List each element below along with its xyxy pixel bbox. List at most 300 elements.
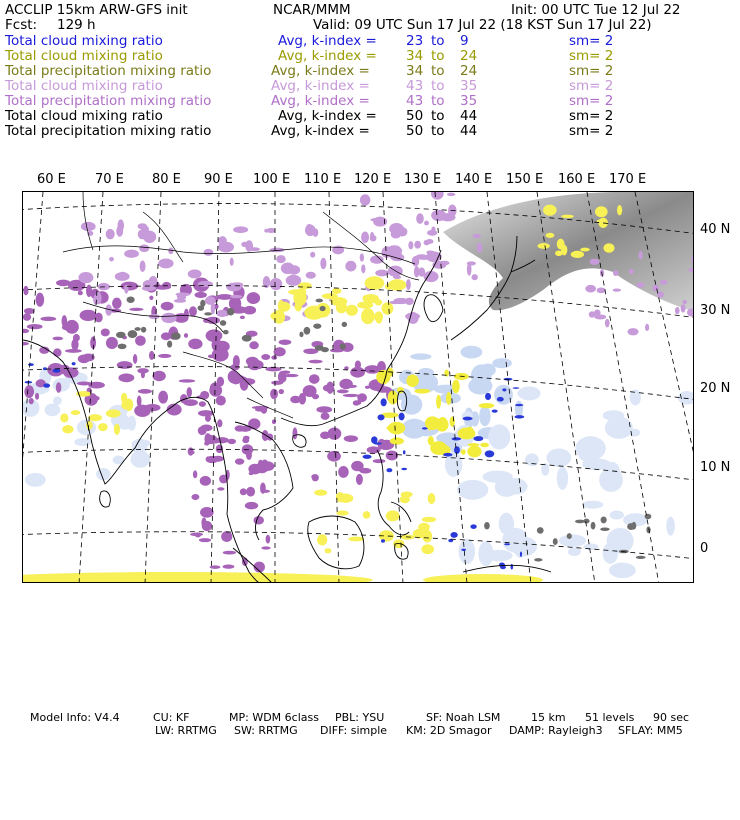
high-precip-cell xyxy=(198,410,214,416)
low-cloud-streak xyxy=(452,437,461,440)
high-precip-cell xyxy=(152,371,165,382)
low-cloud-haze xyxy=(575,436,605,460)
legend-k-start: 43 xyxy=(406,93,424,109)
high-precip-cell xyxy=(253,516,264,525)
low-cloud-haze xyxy=(510,537,537,557)
cloud-top-cell xyxy=(591,522,596,530)
low-cloud-streak xyxy=(511,564,514,570)
high-cloud-cell xyxy=(306,272,316,279)
high-cloud-cell xyxy=(424,240,430,245)
high-cloud-cell xyxy=(140,261,146,273)
high-precip-cell xyxy=(200,507,214,518)
cloud-top-cell xyxy=(575,520,585,524)
high-precip-cell xyxy=(246,450,252,460)
high-cloud-cell xyxy=(361,264,365,273)
high-precip-cell xyxy=(53,348,61,356)
high-precip-cell xyxy=(53,337,64,341)
mid-precip-cell xyxy=(450,416,455,426)
mid-cloud-cell xyxy=(557,239,565,250)
high-cloud-cell xyxy=(109,257,114,262)
high-precip-cell xyxy=(320,432,330,440)
high-precip-cell xyxy=(270,389,278,399)
low-cloud-streak xyxy=(374,442,382,444)
high-precip-cell xyxy=(89,396,100,401)
high-cloud-cell xyxy=(370,255,384,263)
high-precip-cell xyxy=(184,333,188,338)
legend-avg-label: Avg, k-index = xyxy=(278,48,377,64)
legend-to: to xyxy=(431,108,445,124)
low-cloud-streak xyxy=(497,397,504,402)
latitude-label: 0 xyxy=(700,541,709,556)
high-precip-cell xyxy=(247,292,260,304)
high-precip-cell xyxy=(373,459,386,463)
mid-cloud-cell xyxy=(336,302,347,314)
mid-cloud-cell xyxy=(571,251,584,258)
low-cloud-haze xyxy=(457,480,488,500)
field-shading xyxy=(23,192,694,583)
high-precip-cell xyxy=(161,302,174,311)
high-precip-cell xyxy=(316,406,332,413)
low-cloud-streak xyxy=(473,436,483,441)
high-precip-cell xyxy=(200,476,211,486)
high-cloud-cell xyxy=(424,221,429,226)
high-precip-cell xyxy=(202,521,212,531)
high-precip-cell xyxy=(188,339,202,350)
high-cloud-cell xyxy=(241,242,248,247)
low-cloud-haze xyxy=(459,539,476,564)
legend-k-end: 35 xyxy=(460,93,478,109)
low-cloud-streak xyxy=(28,363,34,366)
cloud-top-cell xyxy=(340,343,346,349)
high-precip-cell xyxy=(343,394,359,397)
latitude-label: 10 N xyxy=(700,460,731,475)
high-precip-cell xyxy=(339,379,352,389)
cloud-top-cell xyxy=(171,332,181,340)
high-cloud-cell xyxy=(373,217,387,227)
mid-cloud-strip xyxy=(23,572,373,583)
cloud-top-cell xyxy=(227,308,235,315)
mid-cloud-strip xyxy=(423,574,543,583)
low-cloud-haze xyxy=(628,429,640,437)
high-cloud-cell xyxy=(408,241,413,249)
mid-precip-cell xyxy=(390,437,404,444)
model-info: Model Info: V4.4 xyxy=(30,711,120,724)
high-cloud-cell xyxy=(158,258,173,268)
low-cloud-streak xyxy=(399,413,405,421)
low-cloud-streak xyxy=(401,468,407,470)
high-precip-cell xyxy=(137,368,149,373)
low-cloud-streak xyxy=(513,387,520,389)
damp-scheme: DAMP: Rayleigh3 xyxy=(509,724,603,737)
mid-cloud-cell xyxy=(338,493,354,502)
low-cloud-streak xyxy=(463,417,473,421)
high-cloud-cell xyxy=(431,192,444,200)
high-precip-cell xyxy=(40,317,56,321)
high-precip-cell xyxy=(240,316,245,319)
mid-cloud-cell xyxy=(545,233,554,238)
high-cloud-cell xyxy=(467,261,476,265)
legend-avg-label: Avg, k-index = xyxy=(271,63,370,79)
high-precip-cell xyxy=(261,546,270,549)
mid-precip-cell xyxy=(446,392,451,405)
mid-cloud-cell xyxy=(325,548,332,553)
high-cloud-cell xyxy=(414,241,421,249)
low-cloud-haze xyxy=(401,394,422,414)
legend-k-end: 24 xyxy=(460,48,478,64)
cloud-top-cell xyxy=(127,296,135,302)
high-cloud-cell xyxy=(176,292,191,296)
high-precip-cell xyxy=(223,551,236,555)
low-cloud-haze xyxy=(480,364,496,377)
mid-precip-cell xyxy=(436,395,441,409)
mid-cloud-cell xyxy=(595,206,608,217)
legend-to: to xyxy=(431,63,445,79)
legend-avg-label: Avg, k-index = xyxy=(271,123,370,139)
legend-row xyxy=(0,124,740,139)
high-cloud-cell xyxy=(161,313,176,323)
high-precip-cell xyxy=(245,502,258,509)
low-cloud-streak xyxy=(422,427,428,429)
high-precip-cell xyxy=(321,412,330,419)
mid-precip-cell xyxy=(388,422,405,434)
legend-k-start: 50 xyxy=(406,108,424,124)
mid-precip-cell xyxy=(468,443,480,446)
lw-scheme: LW: RRTMG xyxy=(155,724,217,737)
low-cloud-haze xyxy=(488,424,510,449)
mid-cloud-cell xyxy=(60,413,68,422)
high-cloud-cell xyxy=(405,298,414,305)
high-cloud-cell xyxy=(138,229,147,239)
legend-k-end: 9 xyxy=(460,33,469,49)
high-precip-cell xyxy=(62,315,68,327)
longitude-label: 150 E xyxy=(506,172,544,187)
longitude-label: 160 E xyxy=(558,172,596,187)
cloud-top-cell xyxy=(118,344,127,350)
mp-scheme: MP: WDM 6class xyxy=(229,711,319,724)
low-cloud-haze xyxy=(518,386,541,400)
cloud-top-cell xyxy=(484,522,490,529)
cloud-top-cell xyxy=(167,341,172,348)
high-cloud-cell xyxy=(78,272,93,283)
high-cloud-cell xyxy=(675,307,680,314)
cloud-top-cell xyxy=(198,305,205,311)
legend-to: to xyxy=(431,78,445,94)
mid-cloud-cell xyxy=(71,410,80,415)
low-cloud-haze xyxy=(492,358,512,368)
mid-cloud-cell xyxy=(580,248,590,252)
cloud-top-cell xyxy=(534,558,542,561)
high-precip-cell xyxy=(195,292,207,298)
high-precip-cell xyxy=(78,291,83,296)
high-cloud-cell xyxy=(681,304,686,312)
mid-cloud-cell xyxy=(382,302,394,314)
high-precip-cell xyxy=(73,334,80,342)
low-cloud-haze xyxy=(53,396,62,404)
low-cloud-streak xyxy=(485,393,491,400)
high-precip-cell xyxy=(338,466,349,478)
high-cloud-cell xyxy=(636,282,644,287)
latitude-label: 20 N xyxy=(700,381,731,396)
mid-cloud-cell xyxy=(364,298,380,303)
high-precip-cell xyxy=(118,373,134,382)
high-precip-cell xyxy=(112,298,122,309)
mid-cloud-cell xyxy=(418,523,430,532)
legend-to: to xyxy=(431,33,445,49)
high-precip-cell xyxy=(208,354,215,358)
time-step: 90 sec xyxy=(653,711,690,724)
mid-precip-cell xyxy=(397,387,404,393)
low-cloud-haze xyxy=(678,391,694,405)
low-cloud-streak xyxy=(485,450,495,457)
high-precip-cell xyxy=(266,535,271,544)
mid-cloud-cell xyxy=(421,544,434,554)
low-cloud-haze xyxy=(77,420,96,436)
mid-cloud-cell xyxy=(293,290,306,306)
legend-k-start: 34 xyxy=(406,48,424,64)
high-precip-cell xyxy=(78,355,90,364)
footer-row-2 xyxy=(0,725,740,809)
legend-row xyxy=(0,109,740,124)
high-precip-cell xyxy=(353,400,360,405)
mid-precip-cell xyxy=(406,375,418,387)
longitude-label: 170 E xyxy=(609,172,647,187)
high-cloud-cell xyxy=(270,278,283,290)
cloud-top-cell xyxy=(600,527,610,531)
low-cloud-haze xyxy=(132,439,151,447)
high-cloud-cell xyxy=(416,213,424,224)
low-cloud-streak xyxy=(492,410,498,413)
sw-scheme: SW: RRTMG xyxy=(234,724,298,737)
high-precip-cell xyxy=(27,324,43,329)
low-cloud-haze xyxy=(128,416,137,431)
cloud-top-cell xyxy=(601,517,607,524)
high-precip-cell xyxy=(351,461,364,471)
latitude-label: 30 N xyxy=(700,303,731,318)
high-cloud-cell xyxy=(590,259,600,265)
low-cloud-haze xyxy=(502,478,527,494)
longitude-label: 110 E xyxy=(304,172,342,187)
high-precip-cell xyxy=(101,328,110,336)
high-precip-cell xyxy=(193,470,197,478)
high-cloud-cell xyxy=(405,313,420,320)
mid-cloud-cell xyxy=(348,537,364,542)
legend-field-name: Total precipitation mixing ratio xyxy=(5,63,212,79)
high-cloud-cell xyxy=(139,244,149,252)
high-precip-cell xyxy=(246,357,259,366)
cloud-top-cell xyxy=(116,332,126,338)
mid-precip-cell xyxy=(414,389,430,394)
high-precip-cell xyxy=(199,401,206,407)
high-precip-cell xyxy=(195,532,201,537)
low-cloud-haze xyxy=(494,385,513,405)
low-cloud-haze xyxy=(486,550,513,562)
cloud-top-cell xyxy=(316,299,323,303)
vertical-levels: 51 levels xyxy=(585,711,635,724)
high-precip-cell xyxy=(29,398,34,404)
high-cloud-cell xyxy=(313,228,319,237)
mid-cloud-cell xyxy=(346,305,358,316)
high-precip-cell xyxy=(356,474,363,485)
legend-smoothing: sm= 2 xyxy=(569,33,614,49)
high-cloud-cell xyxy=(264,229,269,233)
high-precip-cell xyxy=(278,371,286,383)
high-cloud-cell xyxy=(660,280,668,285)
high-cloud-cell xyxy=(115,272,130,281)
cloud-top-cell xyxy=(141,327,146,333)
high-precip-cell xyxy=(24,385,34,398)
mid-precip-cell xyxy=(452,380,460,394)
high-precip-cell xyxy=(246,487,255,497)
map-panel xyxy=(22,191,694,583)
cloud-top-cell xyxy=(313,323,321,328)
longitude-label: 90 E xyxy=(204,172,233,187)
mid-cloud-cell xyxy=(428,493,436,504)
high-cloud-cell xyxy=(375,270,388,277)
low-cloud-haze xyxy=(557,466,568,489)
cloud-top-cell xyxy=(537,527,544,534)
high-precip-cell xyxy=(261,354,270,360)
mid-cloud-cell xyxy=(121,401,129,410)
high-precip-cell xyxy=(249,472,254,475)
high-precip-cell xyxy=(158,391,168,404)
longitude-label: 140 E xyxy=(455,172,493,187)
high-precip-cell xyxy=(311,474,317,479)
legend-k-end: 35 xyxy=(460,78,478,94)
legend-field-name: Total cloud mixing ratio xyxy=(5,78,163,94)
legend-field-name: Total cloud mixing ratio xyxy=(5,48,163,64)
mid-cloud-cell xyxy=(603,243,614,253)
high-cloud-cell xyxy=(477,242,483,252)
high-precip-cell xyxy=(255,408,267,411)
low-cloud-haze xyxy=(609,511,624,520)
high-cloud-cell xyxy=(216,310,228,317)
cloud-top-cell xyxy=(299,332,303,338)
high-precip-cell xyxy=(106,337,118,349)
mid-cloud-cell xyxy=(106,409,121,417)
cloud-top-cell xyxy=(645,514,652,519)
high-cloud-cell xyxy=(389,223,404,234)
high-cloud-cell xyxy=(310,252,315,258)
high-precip-cell xyxy=(135,335,146,345)
legend-k-start: 23 xyxy=(406,33,424,49)
low-cloud-haze xyxy=(605,417,633,439)
low-cloud-streak xyxy=(386,468,392,472)
cloud-top-cell xyxy=(204,312,212,315)
high-precip-cell xyxy=(36,293,45,307)
cu-scheme: CU: KF xyxy=(153,711,190,724)
latitude-label: 40 N xyxy=(700,222,731,237)
mid-cloud-cell xyxy=(543,205,557,216)
high-cloud-cell xyxy=(226,283,242,292)
mid-cloud-cell xyxy=(555,251,562,257)
high-precip-cell xyxy=(23,329,29,333)
legend-field-name: Total cloud mixing ratio xyxy=(5,33,163,49)
init-time: Init: 00 UTC Tue 12 Jul 22 xyxy=(511,2,681,18)
high-precip-cell xyxy=(189,451,195,454)
low-cloud-streak xyxy=(454,446,460,454)
high-precip-cell xyxy=(243,306,256,315)
high-precip-cell xyxy=(149,351,154,360)
high-cloud-cell xyxy=(345,261,356,272)
high-cloud-cell xyxy=(370,232,374,241)
high-cloud-cell xyxy=(605,319,610,328)
mid-cloud-cell xyxy=(363,511,371,519)
cloud-top-cell xyxy=(223,330,229,335)
legend-k-start: 43 xyxy=(406,78,424,94)
high-precip-cell xyxy=(179,379,195,382)
cloud-top-cell xyxy=(320,306,326,311)
cloud-top-cell xyxy=(220,320,226,326)
legend-avg-label: Avg, k-index = xyxy=(271,93,370,109)
legend-to: to xyxy=(431,123,445,139)
mid-precip-cell xyxy=(439,417,447,427)
high-cloud-cell xyxy=(657,291,664,297)
high-precip-cell xyxy=(77,382,91,386)
low-cloud-streak xyxy=(461,549,466,551)
high-precip-cell xyxy=(206,329,223,342)
low-cloud-streak xyxy=(381,539,385,542)
legend-to: to xyxy=(431,93,445,109)
low-cloud-haze xyxy=(96,468,111,480)
model-title: ACCLIP 15km ARW-GFS init xyxy=(5,2,188,18)
high-cloud-cell xyxy=(335,249,343,253)
cloud-top-cell xyxy=(646,526,650,533)
forecast-map xyxy=(23,192,694,583)
high-cloud-cell xyxy=(188,269,202,278)
high-precip-cell xyxy=(279,389,284,394)
high-precip-cell xyxy=(327,451,341,462)
legend-row xyxy=(0,79,740,94)
legend-smoothing: sm= 2 xyxy=(569,63,614,79)
cloud-top-cell xyxy=(342,322,348,327)
low-cloud-haze xyxy=(609,563,636,578)
mid-cloud-cell xyxy=(400,496,410,504)
mid-precip-cell xyxy=(458,427,476,439)
high-precip-cell xyxy=(271,355,277,359)
valid-time: Valid: 09 UTC Sun 17 Jul 22 (18 KST Sun 17 Jul 22) xyxy=(313,17,652,33)
legend-row xyxy=(0,94,740,109)
low-cloud-haze xyxy=(418,368,434,378)
high-precip-cell xyxy=(240,488,247,495)
high-precip-cell xyxy=(217,487,224,490)
high-precip-cell xyxy=(65,320,79,334)
low-cloud-streak xyxy=(43,383,50,387)
low-cloud-streak xyxy=(443,453,452,457)
high-precip-cell xyxy=(308,360,322,364)
high-cloud-cell xyxy=(629,269,634,274)
high-precip-cell xyxy=(292,427,297,439)
high-cloud-cell xyxy=(585,285,596,293)
sflay-scheme: SFLAY: MM5 xyxy=(618,724,683,737)
high-precip-cell xyxy=(309,374,320,384)
legend-k-end: 24 xyxy=(460,63,478,79)
high-cloud-cell xyxy=(218,236,227,245)
mid-cloud-cell xyxy=(88,414,102,421)
legend-avg-label: Avg, k-index = xyxy=(278,108,377,124)
mid-cloud-cell xyxy=(270,312,281,320)
low-cloud-streak xyxy=(470,524,476,529)
mid-cloud-cell xyxy=(312,307,319,317)
legend-k-start: 34 xyxy=(406,63,424,79)
low-cloud-streak xyxy=(450,532,457,538)
fcst-label: Fcst: xyxy=(5,17,38,33)
high-precip-cell xyxy=(129,308,143,311)
legend-row xyxy=(0,34,740,49)
high-precip-cell xyxy=(162,282,171,289)
pbl-scheme: PBL: YSU xyxy=(335,711,385,724)
low-cloud-streak xyxy=(72,362,76,365)
cloud-top-cell xyxy=(304,327,311,335)
